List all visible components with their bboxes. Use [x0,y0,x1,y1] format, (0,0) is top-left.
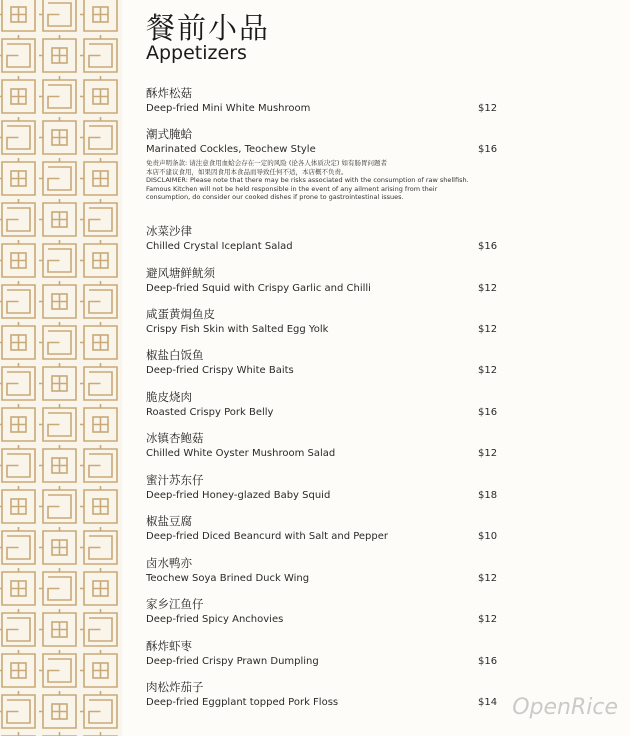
lattice-motif [80,322,101,343]
item-name-chinese: 酥炸松菇 [146,86,192,100]
lattice-motif [7,208,30,231]
lattice-motif [89,372,112,395]
lattice-motif [11,663,26,678]
item-name-english: Chilled White Oyster Mushroom Salad [146,448,336,459]
item-name-chinese: 酥炸虾枣 [146,639,192,653]
lattice-motif [39,158,60,179]
lattice-motif [11,7,26,22]
lattice-motif [7,126,30,149]
lattice-motif [7,454,30,477]
lattice-motif [89,454,112,477]
lattice-motif [80,691,101,712]
menu-item [146,127,506,156]
menu-item [146,390,506,419]
raw-shellfish-disclaimer [146,159,476,202]
lattice-motif [93,499,108,514]
decorative-lattice-border [0,0,122,736]
lattice-motif [52,540,67,555]
lattice-motif [39,363,60,384]
item-name-english: Roasted Crispy Pork Belly [146,407,274,418]
lattice-motif [48,577,71,600]
item-price: $12 [478,103,498,114]
item-name-chinese: 避风塘鲜鱿须 [146,266,215,280]
lattice-motif [89,44,112,67]
lattice-motif [80,199,101,220]
lattice-motif [80,445,101,466]
lattice-motif [89,126,112,149]
item-name-chinese: 冰菜沙律 [146,224,192,238]
menu-item [146,680,506,709]
item-name-chinese: 卤水鸭亦 [146,556,192,570]
lattice-motif [80,76,101,97]
disclaimer-english-line: Famous Kitchen will not be held responsible in the event of any ailment arising from their [146,184,438,193]
item-name-chinese: 椒盐白饭鱼 [146,348,204,362]
lattice-motif [39,76,60,97]
item-name-chinese: 椒盐豆腐 [146,514,192,528]
lattice-motif [93,171,108,186]
menu-item [146,514,506,543]
item-name-chinese: 冰镇杏鲍菇 [146,431,204,445]
item-price: $10 [478,531,498,542]
menu-item [146,639,506,668]
lattice-motif [89,290,112,313]
lattice-motif [80,527,101,548]
lattice-motif [39,404,60,425]
lattice-motif [7,372,30,395]
lattice-motif [39,199,60,220]
menu-item [146,86,506,115]
lattice-motif [80,240,101,261]
item-price: $14 [478,697,498,708]
lattice-motif [39,486,60,507]
lattice-motif [48,167,71,190]
lattice-motif [48,495,71,518]
lattice-motif [80,486,101,507]
lattice-motif [52,622,67,637]
lattice-motif [7,536,30,559]
item-price: $18 [478,490,498,501]
disclaimer-chinese-line: 本店不建议食用，如果因食用本食品而导致任何不适，本店概不负责。 [146,167,348,176]
menu-item [146,473,506,502]
lattice-motif [93,335,108,350]
lattice-motif [11,417,26,432]
menu-item [146,224,506,253]
lattice-motif [93,7,108,22]
lattice-motif [80,117,101,138]
lattice-motif [48,249,71,272]
disclaimer-chinese-line: 免责声明条款: 请注意食用血蛤会存在一定的风险 (论各人体质决定) 如有肠胃问题者 [146,159,387,167]
menu-item [146,597,506,626]
menu-item [146,266,506,295]
lattice-motif [80,281,101,302]
menu-item [146,431,506,460]
item-price: $16 [478,144,498,155]
lattice-motif [52,48,67,63]
item-price: $12 [478,448,498,459]
item-name-chinese: 蜜汁苏东仔 [146,473,204,487]
item-name-english: Deep-fried Crispy White Baits [146,365,294,376]
item-name-english: Marinated Cockles, Teochew Style [146,144,316,155]
item-name-english: Deep-fried Squid with Crispy Garlic and Chilli [146,283,371,294]
lattice-motif [52,458,67,473]
item-name-english: Crispy Fish Skin with Salted Egg Yolk [146,324,329,335]
lattice-motif [89,618,112,641]
item-name-chinese: 咸蛋黄焗鱼皮 [146,307,215,321]
lattice-motif [39,691,60,712]
lattice-motif [80,609,101,630]
lattice-motif [48,331,71,354]
lattice-motif [11,253,26,268]
item-name-english: Teochew Soya Brined Duck Wing [146,573,310,584]
lattice-motif [89,700,112,723]
menu-item [146,348,506,377]
lattice-motif [52,130,67,145]
item-name-english: Deep-fried Honey-glazed Baby Squid [146,490,331,501]
menu-item [146,307,506,336]
lattice-motif [39,117,60,138]
lattice-motif [52,212,67,227]
lattice-motif [48,659,71,682]
lattice-motif [93,663,108,678]
lattice-motif [39,322,60,343]
lattice-motif [7,290,30,313]
disclaimer-english-line: DISCLAIMER: Please note that there may be risks associated with the consumption of raw shellfish. [146,176,469,185]
item-name-english: Deep-fried Spicy Anchovies [146,614,284,625]
lattice-motif [39,568,60,589]
item-name-english: Chilled Crystal Iceplant Salad [146,241,293,252]
lattice-motif [80,158,101,179]
lattice-motif [39,527,60,548]
lattice-motif [39,650,60,671]
lattice-motif [39,240,60,261]
lattice-motif [39,35,60,56]
item-price: $12 [478,573,498,584]
item-price: $12 [478,614,498,625]
openrice-watermark: OpenRice [512,695,618,720]
item-name-english: Deep-fried Diced Beancurd with Salt and Pepper [146,531,389,542]
lattice-motif [48,3,71,26]
lattice-motif [93,253,108,268]
lattice-motif [93,89,108,104]
menu-item [146,556,506,585]
item-name-chinese: 家乡江鱼仔 [146,597,204,611]
lattice-motif [11,499,26,514]
lattice-motif [39,445,60,466]
item-name-english: Deep-fried Crispy Prawn Dumpling [146,656,319,667]
lattice-motif [7,618,30,641]
lattice-motif [80,363,101,384]
item-price: $12 [478,365,498,376]
item-price: $12 [478,283,498,294]
lattice-motif [93,417,108,432]
item-price: $12 [478,324,498,335]
item-name-chinese: 潮式腌蛤 [146,127,192,141]
lattice-motif [89,536,112,559]
lattice-motif [11,89,26,104]
item-price: $16 [478,656,498,667]
lattice-motif [80,650,101,671]
lattice-motif [93,581,108,596]
item-price: $16 [478,241,498,252]
lattice-motif [89,208,112,231]
lattice-motif [48,85,71,108]
lattice-motif [52,294,67,309]
lattice-motif [80,35,101,56]
item-name-english: Deep-fried Mini White Mushroom [146,103,311,114]
lattice-motif [11,171,26,186]
item-price: $16 [478,407,498,418]
lattice-motif [7,44,30,67]
lattice-motif [80,568,101,589]
disclaimer-english-line: consumption, do consider our cooked dishes if prone to gastrointestinal issues. [146,193,404,202]
lattice-motif [39,0,60,15]
lattice-motif [39,281,60,302]
lattice-motif [52,376,67,391]
section-title-chinese: 餐前小品 [146,11,271,45]
lattice-motif [11,581,26,596]
item-name-chinese: 肉松炸茄子 [146,680,204,694]
lattice-motif [11,335,26,350]
lattice-motif [39,609,60,630]
section-title-english: Appetizers [146,42,247,64]
lattice-motif [80,404,101,425]
item-name-chinese: 脆皮烧肉 [146,390,192,404]
item-name-english: Deep-fried Eggplant topped Pork Floss [146,697,339,708]
lattice-motif [7,700,30,723]
lattice-motif [52,704,67,719]
lattice-motif [48,413,71,436]
